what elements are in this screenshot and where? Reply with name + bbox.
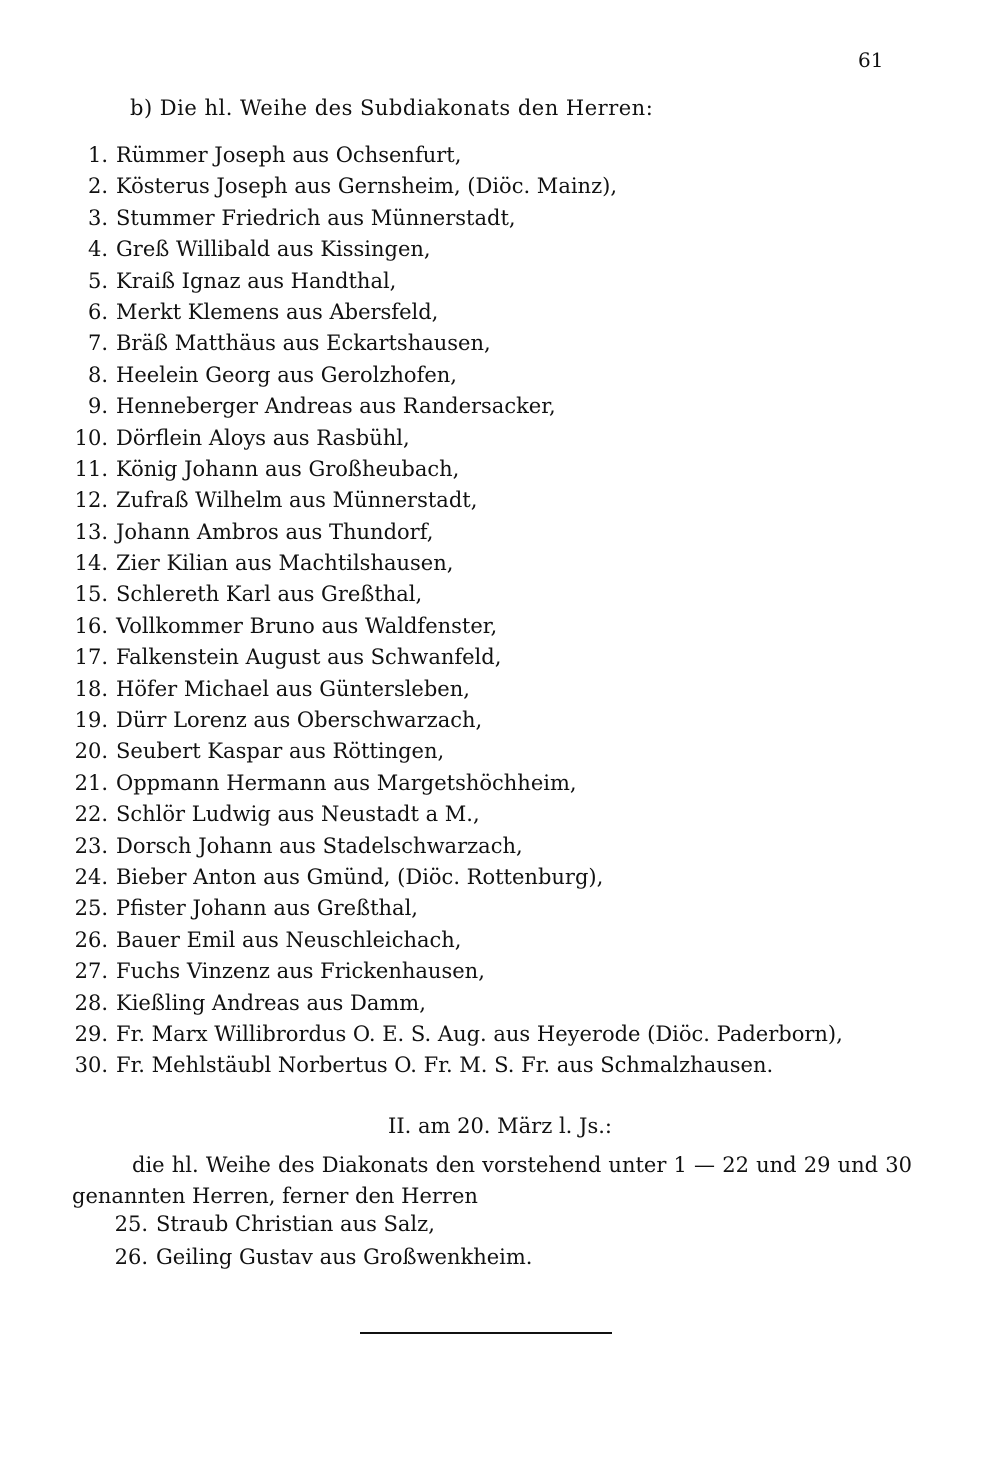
item-number: 14. (74, 551, 108, 576)
list-item (60, 363, 843, 394)
item-number: 26. (114, 1245, 148, 1269)
item-text: Johann Ambros aus Thundorf, (116, 519, 434, 544)
item-text: Bauer Emil aus Neuschleichach, (116, 927, 462, 952)
list-item (60, 959, 843, 990)
list-item (60, 426, 843, 457)
item-number: 13. (74, 519, 108, 544)
item-text: Dörflein Aloys aus Rasbühl, (116, 425, 410, 450)
item-text: Fr. Marx Willibrordus O. E. S. Aug. aus Heyerode (Diöc. Paderborn), (116, 1021, 843, 1046)
item-text: Kraiß Ignaz aus Handthal, (116, 268, 397, 293)
item-number: 25. (114, 1212, 148, 1236)
list-item (60, 206, 843, 237)
list-item (100, 1212, 532, 1245)
item-text: Zier Kilian aus Machtilshausen, (116, 551, 454, 576)
item-number: 3. (87, 205, 108, 230)
item-text: Höfer Michael aus Güntersleben, (116, 676, 470, 701)
closing-rule (360, 1332, 612, 1334)
item-number: 9. (87, 394, 108, 419)
item-text: Heelein Georg aus Gerolzhofen, (116, 362, 457, 387)
item-text: Zufraß Wilhelm aus Münnerstadt, (116, 488, 478, 513)
item-number: 21. (74, 770, 108, 795)
item-number: 6. (87, 299, 108, 324)
item-text: Merkt Klemens aus Abersfeld, (116, 299, 439, 324)
list-item (60, 677, 843, 708)
item-text: Vollkommer Bruno aus Waldfenster, (116, 613, 498, 638)
list-item (60, 614, 843, 645)
item-number: 11. (74, 456, 108, 481)
item-number: 30. (74, 1053, 108, 1078)
section-heading: b) Die hl. Weihe des Subdiakonats den Herren: (130, 96, 654, 120)
item-number: 17. (74, 645, 108, 670)
item-text: Schlereth Karl aus Greßthal, (116, 582, 423, 607)
item-number: 22. (74, 802, 108, 827)
item-text: Greß Willibald aus Kissingen, (116, 237, 431, 262)
section-2-paragraph: die hl. Weihe des Diakonats den vorstehend unter 1 — 22 und 29 und 30 genannten Herren, ferner den Herren (72, 1153, 912, 1208)
list-item (60, 739, 843, 770)
item-number: 10. (74, 425, 108, 450)
list-item (60, 865, 843, 896)
list-item (60, 991, 843, 1022)
item-number: 15. (74, 582, 108, 607)
item-number: 4. (87, 237, 108, 262)
item-text: Dürr Lorenz aus Oberschwarzach, (116, 708, 483, 733)
item-number: 12. (74, 488, 108, 513)
list-item (60, 331, 843, 362)
list-item (60, 802, 843, 833)
item-text: Geiling Gustav aus Großwenkheim. (156, 1245, 533, 1269)
item-text: Dorsch Johann aus Stadelschwarzach, (116, 833, 523, 858)
list-item (60, 896, 843, 927)
ordination-list (60, 143, 843, 1085)
item-number: 18. (74, 676, 108, 701)
list-item (60, 488, 843, 519)
list-item (100, 1245, 532, 1278)
item-text: Bieber Anton aus Gmünd, (Diöc. Rottenburg), (116, 864, 604, 889)
item-text: Seubert Kaspar aus Röttingen, (116, 739, 445, 764)
list-item (60, 457, 843, 488)
item-number: 2. (87, 174, 108, 199)
item-text: Henneberger Andreas aus Randersacker, (116, 394, 556, 419)
item-text: Straub Christian aus Salz, (156, 1212, 435, 1236)
list-item (60, 300, 843, 331)
list-item (60, 520, 843, 551)
item-text: Schlör Ludwig aus Neustadt a M., (116, 802, 480, 827)
section-2-list (100, 1212, 532, 1278)
item-number: 25. (74, 896, 108, 921)
item-text: König Johann aus Großheubach, (116, 456, 460, 481)
item-number: 1. (87, 143, 108, 167)
list-item (60, 237, 843, 268)
list-item (60, 582, 843, 613)
list-item (60, 708, 843, 739)
item-text: Oppmann Hermann aus Margetshöchheim, (116, 770, 577, 795)
item-text: Fuchs Vinzenz aus Frickenhausen, (116, 959, 485, 984)
list-item (60, 771, 843, 802)
item-text: Pfister Johann aus Greßthal, (116, 896, 418, 921)
item-number: 23. (74, 833, 108, 858)
item-number: 8. (87, 362, 108, 387)
list-item (60, 834, 843, 865)
item-text: Falkenstein August aus Schwanfeld, (116, 645, 502, 670)
item-number: 24. (74, 864, 108, 889)
page-number: 61 (858, 48, 884, 72)
list-item (60, 645, 843, 676)
item-text: Fr. Mehlstäubl Norbertus O. Fr. M. S. Fr. aus Schmalzhausen. (116, 1053, 774, 1078)
item-text: Bräß Matthäus aus Eckartshausen, (116, 331, 491, 356)
item-text: Kießling Andreas aus Damm, (116, 990, 426, 1015)
list-item (60, 143, 843, 174)
item-number: 16. (74, 613, 108, 638)
item-number: 28. (74, 990, 108, 1015)
list-item (60, 1022, 843, 1053)
list-item (60, 394, 843, 425)
item-number: 20. (74, 739, 108, 764)
list-item (60, 1053, 843, 1084)
item-number: 26. (74, 927, 108, 952)
section-2-heading: II. am 20. März l. Js.: (388, 1114, 612, 1138)
item-text: Stummer Friedrich aus Münnerstadt, (116, 205, 516, 230)
item-text: Kösterus Joseph aus Gernsheim, (Diöc. Mainz), (116, 174, 618, 199)
list-item (60, 928, 843, 959)
item-number: 29. (74, 1021, 108, 1046)
list-item (60, 269, 843, 300)
item-number: 19. (74, 708, 108, 733)
item-number: 27. (74, 959, 108, 984)
item-text: Rümmer Joseph aus Ochsenfurt, (116, 143, 462, 167)
item-number: 7. (87, 331, 108, 356)
list-item (60, 174, 843, 205)
list-item (60, 551, 843, 582)
item-number: 5. (87, 268, 108, 293)
